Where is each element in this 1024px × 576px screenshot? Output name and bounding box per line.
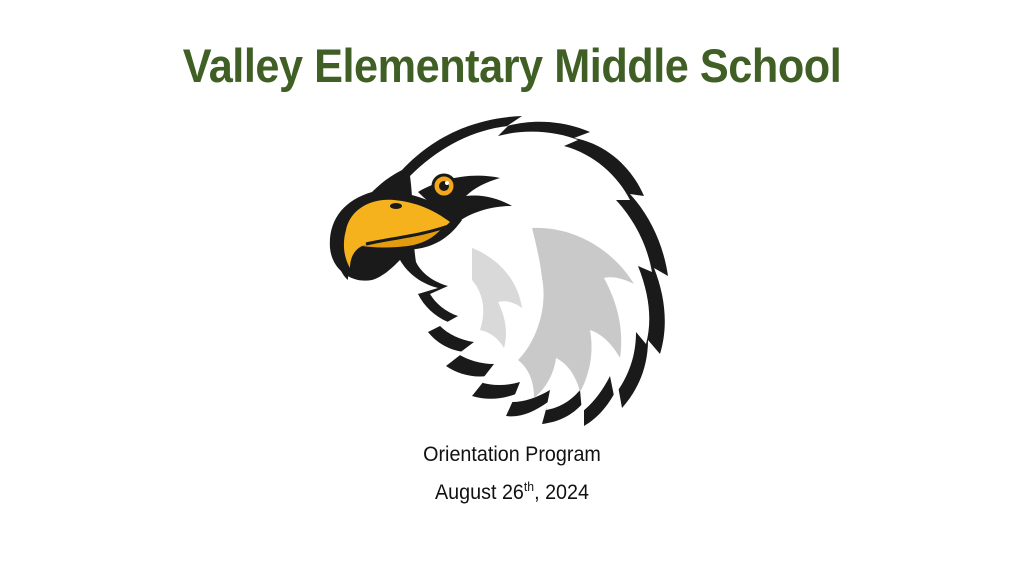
eagle-head-icon [322, 108, 692, 428]
date-suffix: th [523, 479, 535, 494]
eagle-eye-highlight [445, 181, 449, 185]
slide-title: Valley Elementary Middle School [182, 39, 842, 92]
eagle-nostril [390, 203, 402, 209]
program-date [31, 480, 994, 505]
program-name: Orientation Program [423, 443, 601, 466]
date-prefix: August 26 [435, 481, 524, 504]
date-year: , 2024 [534, 481, 589, 504]
